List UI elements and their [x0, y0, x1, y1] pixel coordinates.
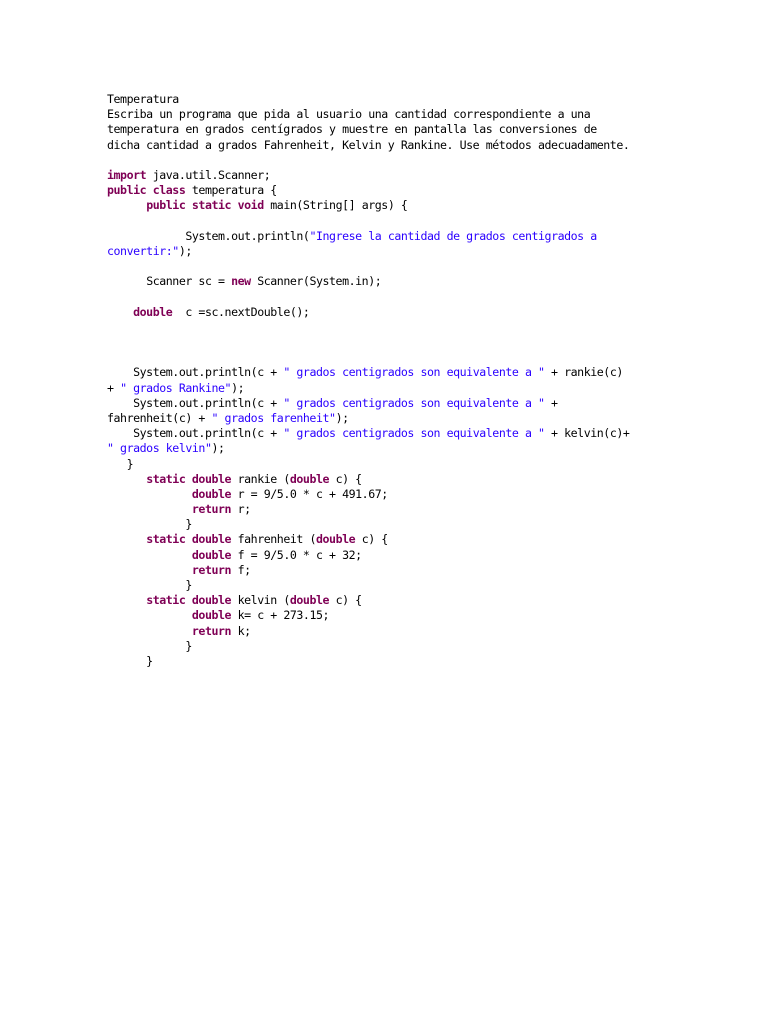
blank-line [107, 350, 687, 365]
keyword: static [146, 471, 186, 486]
code-line [107, 639, 687, 654]
code-line [107, 487, 687, 502]
code-text: c) { [355, 532, 388, 547]
code-text: fahrenheit ( [231, 532, 316, 547]
statement-line: Escriba un programa que pida al usuario una cantidad correspondiente a una [107, 107, 591, 122]
code-text: f; [231, 562, 251, 577]
keyword: double [133, 304, 173, 319]
code-line [107, 305, 687, 320]
blank-line [107, 335, 687, 350]
string-literal: " grados centigrados son equivalente a " [283, 365, 545, 380]
string-literal: convertir:" [107, 243, 179, 258]
keyword: double [191, 486, 232, 501]
code-line [107, 183, 687, 198]
code-text: c) { [329, 593, 362, 608]
code-text: + rankie(c) [544, 365, 623, 380]
code-text: ); [178, 243, 192, 258]
keyword: public [107, 183, 147, 198]
code-text: + [107, 380, 121, 395]
code-line [107, 426, 687, 441]
code-text: c =sc.nextDouble(); [172, 304, 310, 319]
code-line [107, 381, 687, 396]
code-line [107, 502, 687, 517]
code-text: + kelvin(c)+ [544, 426, 630, 441]
string-literal: " grados centigrados son equivalente a " [283, 426, 545, 441]
code-text: ); [231, 380, 245, 395]
code-line [107, 593, 687, 608]
code-text: r = 9/5.0 * c + 491.67; [231, 486, 388, 501]
code-line [107, 396, 687, 411]
keyword: void [237, 198, 264, 213]
blank-line [107, 289, 687, 304]
code-line [107, 608, 687, 623]
code-line [107, 441, 687, 456]
code-text: ); [211, 441, 225, 456]
keyword: double [191, 593, 232, 608]
code-line [107, 198, 687, 213]
keyword: double [191, 471, 232, 486]
keyword: class [152, 183, 186, 198]
code-text: main(String[] args) { [263, 198, 408, 213]
keyword: static [191, 198, 232, 213]
code-text: fahrenheit(c) + [107, 410, 212, 425]
document-page [107, 92, 687, 669]
keyword: new [231, 274, 251, 289]
code-line [107, 624, 687, 639]
code-text: kelvin ( [231, 593, 290, 608]
string-literal: " grados centigrados son equivalente a " [283, 395, 545, 410]
keyword: double [191, 547, 232, 562]
keyword: double [315, 532, 356, 547]
string-literal: " grados Rankine" [120, 380, 232, 395]
code-line [107, 244, 687, 259]
code-block [107, 168, 687, 669]
keyword: import [107, 167, 147, 182]
statement-line: temperatura en grados centígrados y muestre en pantalla las conversiones de [107, 122, 597, 137]
code-line [107, 411, 687, 426]
blank-line [107, 320, 687, 335]
code-line [107, 548, 687, 563]
statement-line: dicha cantidad a grados Fahrenheit, Kelvin y Rankine. Use métodos adecuadamente. [107, 137, 630, 152]
keyword: return [191, 562, 232, 577]
keyword: double [289, 593, 330, 608]
code-text: System.out.println(c + [133, 365, 284, 380]
code-text: Scanner sc = [146, 274, 232, 289]
keyword: double [191, 608, 232, 623]
code-line [107, 517, 687, 532]
keyword: double [289, 471, 330, 486]
keyword: static [146, 593, 186, 608]
code-line [107, 578, 687, 593]
code-line [107, 274, 687, 289]
blank-line [107, 153, 687, 168]
code-text: System.out.println(c + [133, 426, 284, 441]
code-text: } [107, 638, 192, 653]
string-literal: "Ingrese la cantidad de grados centigrados a [309, 228, 597, 243]
keyword: return [191, 502, 232, 517]
code-text: f = 9/5.0 * c + 32; [231, 547, 362, 562]
code-text: k; [231, 623, 251, 638]
keyword: public [146, 198, 186, 213]
document-title: Temperatura [107, 92, 179, 106]
code-line [107, 168, 687, 183]
code-line [107, 654, 687, 669]
blank-line [107, 214, 687, 229]
code-text: ); [335, 410, 349, 425]
code-text: r; [231, 502, 251, 517]
code-line [107, 472, 687, 487]
string-literal: " grados kelvin" [107, 441, 212, 456]
code-text: } [107, 456, 134, 471]
code-line [107, 563, 687, 578]
string-literal: " grados farenheit" [211, 410, 336, 425]
code-line [107, 229, 687, 244]
code-line [107, 365, 687, 380]
keyword: static [146, 532, 186, 547]
keyword: return [191, 623, 232, 638]
code-text: } [107, 653, 153, 668]
code-line [107, 532, 687, 547]
code-text: temperatura { [185, 183, 277, 198]
code-text: } [107, 517, 192, 532]
code-text: k= c + 273.15; [231, 608, 330, 623]
code-text: + [544, 395, 558, 410]
code-text: java.util.Scanner; [146, 167, 271, 182]
code-text: c) { [329, 471, 362, 486]
blank-line [107, 259, 687, 274]
code-text: System.out.println(c + [133, 395, 284, 410]
code-text: } [107, 578, 192, 592]
code-line [107, 457, 687, 472]
code-text: Scanner(System.in); [250, 274, 382, 289]
code-text: rankie ( [231, 471, 290, 486]
keyword: double [191, 532, 232, 547]
code-text: System.out.println( [185, 228, 310, 243]
